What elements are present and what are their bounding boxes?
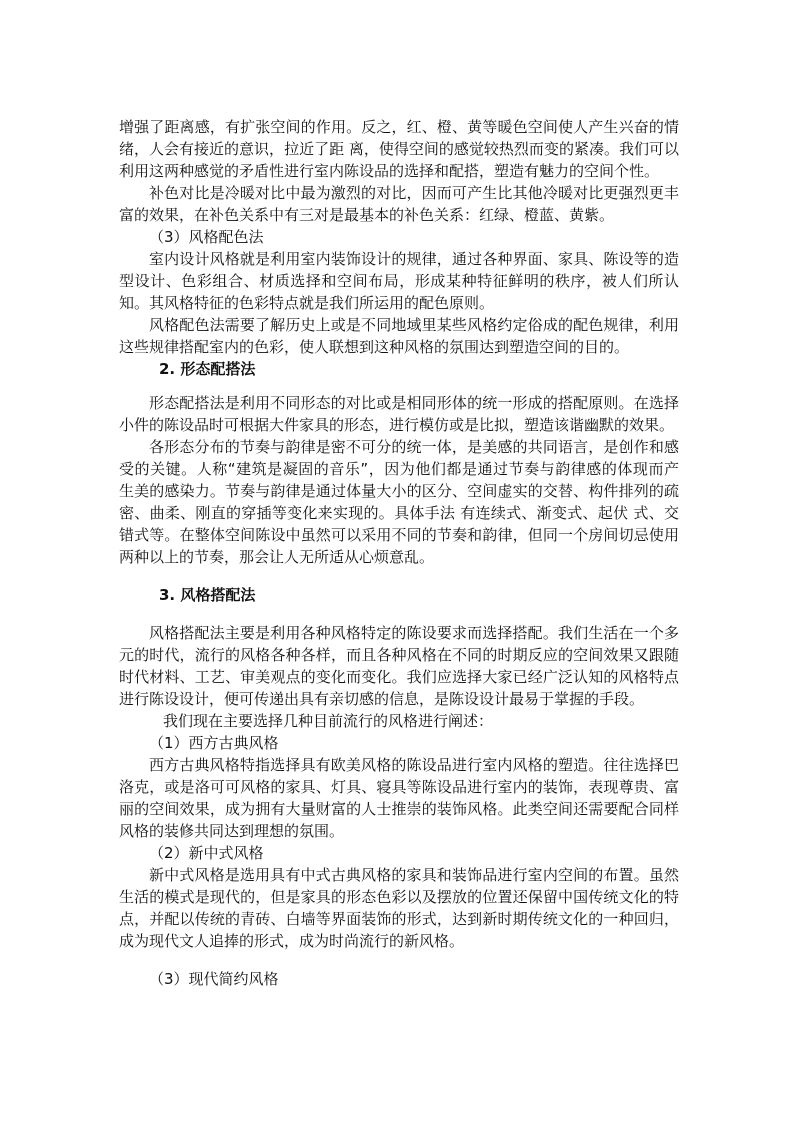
subheading-modern-minimalist: （3）现代简约风格 [149,970,279,988]
paragraph-rhythm: 各形态分布的节奏与韵律是密不可分的统一体，是美感的共同语言，是创作和感受的关键。人称“建筑是凝固的音乐”，因为他们都是通过节奏与韵律感的体现而产 生美的感染力。节奏与韵律是通过体量大小的区分、空间虚实的交替、构件排列的疏密、曲柔、刚直的穿插等变化来实现的。具体手法 有连续式、渐变式、起伏 式、交错式等。在整体空间陈设中虽然可以采用不同的节奏和韵律，但同一个房间切忌使用两种以上的节奏，那会让人无所适从心烦意乱。 [119,438,679,566]
section-heading-form-matching: 2. 形态配搭法 [159,360,256,378]
paragraph-style-color-rules: 风格配色法需要了解历史上或是不同地域里某些风格约定俗成的配色规律，利用这些规律搭配室内的色彩，使人联想到这种风格的氛围达到塑造空间的目的。 [119,316,679,356]
spacer [119,606,679,622]
paragraph-popular-styles-intro: 我们现在主要选择几种目前流行的风格进行阐述： [163,712,494,730]
spacer [119,952,679,968]
paragraph-western-classical: 西方古典风格特指选择具有欧美风格的陈设品进行室内风格的塑造。往往选择巴洛克，或是洛可可风格的家具、灯具、寝具等陈设品进行室内的装饰，表现尊贵、富丽的空间效果，成为拥有大量财富的人士推崇的装饰风格。此类空间还需要配合同样风格的装修共同达到理想的氛围。 [119,756,679,840]
subheading-western-classical: （1）西方古典风格 [149,734,279,752]
section-heading-style-matching: 3. 风格搭配法 [159,586,256,604]
paragraph-new-chinese: 新中式风格是选用具有中式古典风格的家具和装饰品进行室内空间的布置。虽然生活的模式是现代的，但是家具的形态色彩以及摆放的位置还保留中国传统文化的特 点，并配以传统的青砖、白墙等界面装饰的形式，达到新时期传统文化的一种回归，成为现代文人追捧的形式，成为时尚流行的新风格。 [119,866,679,950]
paragraph-style-matching: 风格搭配法主要是利用各种风格特定的陈设要求而选择搭配。我们生活在一个多元的时代，流行的风格各种各样，而且各种风格在不同的时期反应的空间效果又跟随 时代材料、工艺、审美观点的变化而变化。我们应选择大家已经广泛认知的风格特点进行陈设设计，便可传递出具有亲切感的信息，是陈设设计最易于掌握的手段。 [119,624,679,708]
paragraph-cool-warm-contrast: 增强了距离感，有扩张空间的作用。反之，红、橙、黄等暖色空间使人产生兴奋的情绪，人会有接近的意识，拉近了距 离，使得空间的感觉较热烈而变的紧凑。我们可以利用这两种感觉的矛盾性进行室内陈设品的选择和配搭，塑造有魅力的空间个性。 [119,118,679,180]
spacer [119,380,679,392]
paragraph-form-matching: 形态配搭法是利用不同形态的对比或是相同形体的统一形成的搭配原则。在选择小件的陈设品时可根据大件家具的形态，进行模仿或是比拟，塑造该谐幽默的效果。 [119,394,679,434]
subheading-style-color-method: （3）风格配色法 [149,228,264,246]
spacer [119,568,679,584]
subheading-new-chinese: （2）新中式风格 [149,844,264,862]
paragraph-interior-style-definition: 室内设计风格就是利用室内装饰设计的规律，通过各种界面、家具、陈设等的造型设计、色彩组合、材质选择和空间布局，形成某种特征鲜明的秩序，被人们所认知。其风格特征的色彩特点就是我们所运用的配色原则。 [119,250,679,312]
document-page [119,116,679,990]
paragraph-complementary-contrast: 补色对比是冷暖对比中最为激烈的对比，因而可产生比其他冷暖对比更强烈更丰富的效果，在补色关系中有三对是最基本的补色关系：红绿、橙蓝、黄紫。 [119,184,679,224]
